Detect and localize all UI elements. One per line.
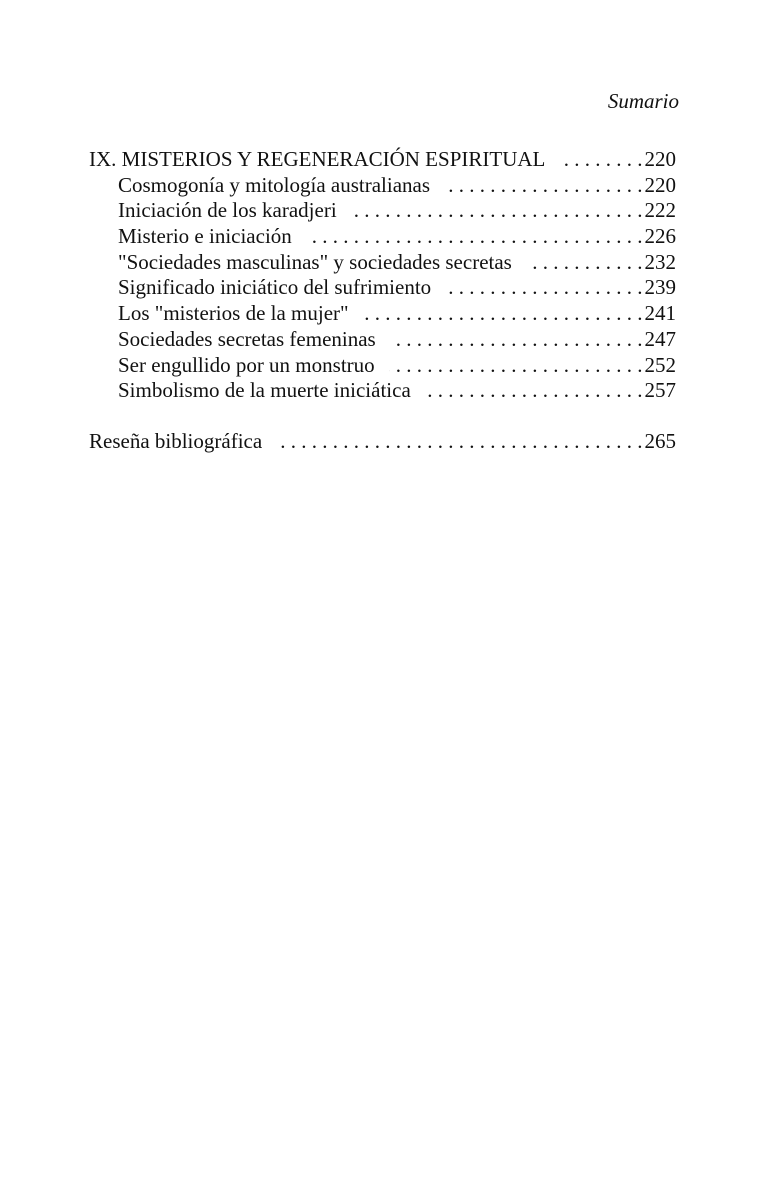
dot-leader <box>425 378 643 404</box>
toc-entry-page: 226 <box>644 224 676 249</box>
toc-entry-title: "Sociedades masculinas" y sociedades secretas <box>118 249 512 274</box>
toc-entry-title: Misterio e iniciación <box>118 224 292 249</box>
toc-entry-page: 239 <box>644 275 676 300</box>
toc-entry-title: Cosmogonía y mitología australianas <box>118 172 431 197</box>
dot-leader <box>389 353 643 379</box>
toc-entry-page: 222 <box>644 198 676 223</box>
toc-section-entry <box>89 173 676 199</box>
toc-entry-title: Iniciación de los karadjeri <box>118 198 337 223</box>
toc-entry-page: 241 <box>644 301 676 326</box>
toc-section-entry <box>89 198 676 224</box>
toc-entry-page: 220 <box>644 172 676 197</box>
toc-section-entry <box>89 301 676 327</box>
toc-entry-page: 252 <box>644 352 676 377</box>
dot-leader <box>390 327 643 353</box>
dot-leader <box>444 173 642 199</box>
dot-leader <box>526 250 643 276</box>
toc-entry-title: Significado iniciático del sufrimiento <box>118 275 432 300</box>
toc-entry-title: Ser engullido por un monstruo <box>118 352 375 377</box>
toc-entry-page: 232 <box>644 249 676 274</box>
toc-entry-title: Reseña bibliográfica <box>89 428 263 453</box>
toc-entry-page: 257 <box>644 378 676 403</box>
toc-entry-title: IX. MISTERIOS Y REGENERACIÓN ESPIRITUAL <box>89 147 546 171</box>
dot-leader <box>559 147 642 173</box>
toc-entry-page: 265 <box>644 428 676 453</box>
toc-bibliography-entry <box>89 429 676 455</box>
toc-entry-title: Los "misterios de la mujer" <box>118 301 349 326</box>
table-of-contents <box>89 147 676 455</box>
toc-entry-page: 220 <box>644 147 676 171</box>
running-head: Sumario <box>607 89 679 113</box>
toc-section-entry <box>89 275 676 301</box>
dot-leader <box>351 198 643 224</box>
dot-leader <box>445 275 642 301</box>
toc-section-entry <box>89 224 676 250</box>
toc-entry-title: Sociedades secretas femeninas <box>118 326 376 351</box>
toc-section-entry <box>89 353 676 379</box>
toc-entry-page: 247 <box>644 326 676 351</box>
toc-entry-title: Simbolismo de la muerte iniciática <box>118 378 411 403</box>
toc-chapter-entry <box>89 147 676 173</box>
toc-section-entry <box>89 327 676 353</box>
dot-leader <box>276 429 642 455</box>
dot-leader <box>306 224 643 250</box>
toc-section-entry <box>89 378 676 404</box>
toc-section-entry <box>89 250 676 276</box>
dot-leader <box>363 301 643 327</box>
